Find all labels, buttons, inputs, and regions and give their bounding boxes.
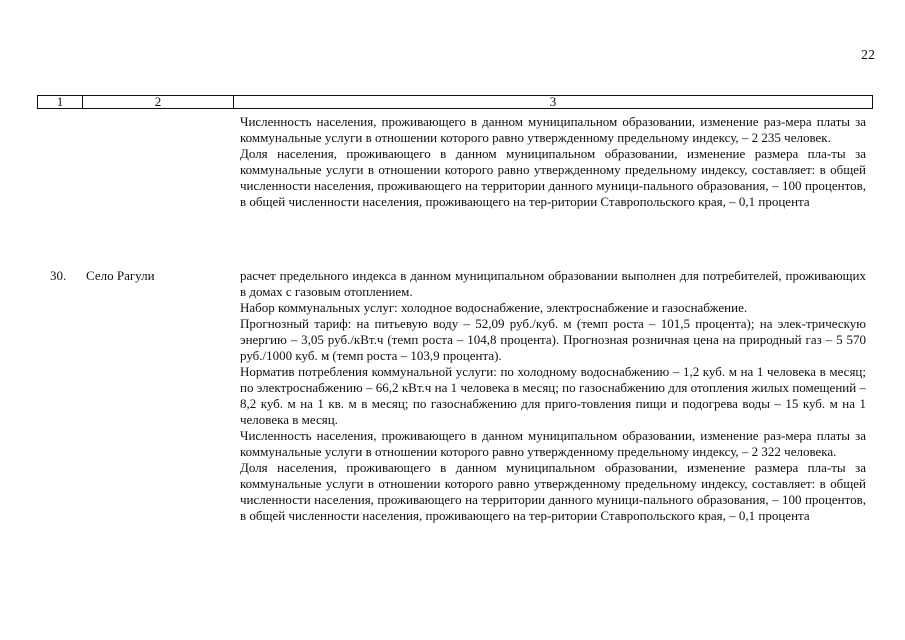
settlement-name: Село Рагули bbox=[86, 268, 155, 283]
paragraph: Доля населения, проживающего в данном муниципальном образовании, изменение размера пла-ты за коммунальные услуги в отношении которого равно утвержденному предельному индексу, составляет: в общей численности населения, проживающего на территории данного муници-пального образования, – 100 процентов, в общей численности населения, проживающего на тер-ритории Ставропольского края, – 0,1 процента bbox=[240, 460, 866, 523]
row30-description bbox=[240, 268, 866, 524]
header-cell-1: 1 bbox=[56, 94, 64, 109]
paragraph: Численность населения, проживающего в данном муниципальном образовании, изменение раз-мера платы за коммунальные услуги в отношении которого равно утвержденному предельному индексу, – 2 322 человека. bbox=[240, 428, 866, 459]
continuation-text bbox=[240, 114, 866, 210]
table-header-row bbox=[37, 95, 873, 109]
paragraph: Доля населения, проживающего в данном муниципальном образовании, изменение размера пла-ты за коммунальные услуги в отношении которого равно утвержденному предельному индексу, составляет: в общей численности населения, проживающего на территории данного муници-пального образования, – 100 процентов, в общей численности населения, проживающего на тер-ритории Ставропольского края, – 0,1 процента bbox=[240, 146, 866, 209]
paragraph: Норматив потребления коммунальной услуги: по холодному водоснабжению – 1,2 куб. м на 1 человека в месяц; по электроснабжению – 66,2 кВт.ч на 1 человека в месяц; по газоснабжению для отопления жилых помещений – 8,2 куб. м на 1 кв. м в месяц; по газоснабжению для приго-товления пищи и подогрева воды – 15 куб. м на 1 человека в месяц. bbox=[240, 364, 866, 427]
paragraph: Численность населения, проживающего в данном муниципальном образовании, изменение раз-мера платы за коммунальные услуги в отношении которого равно утвержденному предельному индексу, – 2 235 человек. bbox=[240, 114, 866, 145]
header-cell-3: 3 bbox=[233, 96, 872, 108]
page-number: 22 bbox=[861, 48, 875, 63]
row-number: 30. bbox=[50, 268, 67, 283]
header-cell-2: 2 bbox=[82, 96, 233, 108]
paragraph: Прогнозный тариф: на питьевую воду – 52,09 руб./куб. м (темп роста – 101,5 процента); на элек-трическую энергию – 3,05 руб./кВт.ч (темп роста – 104,8 процента). Прогнозная розничная цена на природный газ – 5 570 руб./1000 куб. м (темп роста – 103,9 процента). bbox=[240, 316, 866, 363]
paragraph: расчет предельного индекса в данном муниципальном образовании выполнен для потребителей, проживающих в домах с газовым отоплением. bbox=[240, 268, 866, 299]
paragraph: Набор коммунальных услуг: холодное водоснабжение, электроснабжение и газоснабжение. bbox=[240, 300, 748, 315]
